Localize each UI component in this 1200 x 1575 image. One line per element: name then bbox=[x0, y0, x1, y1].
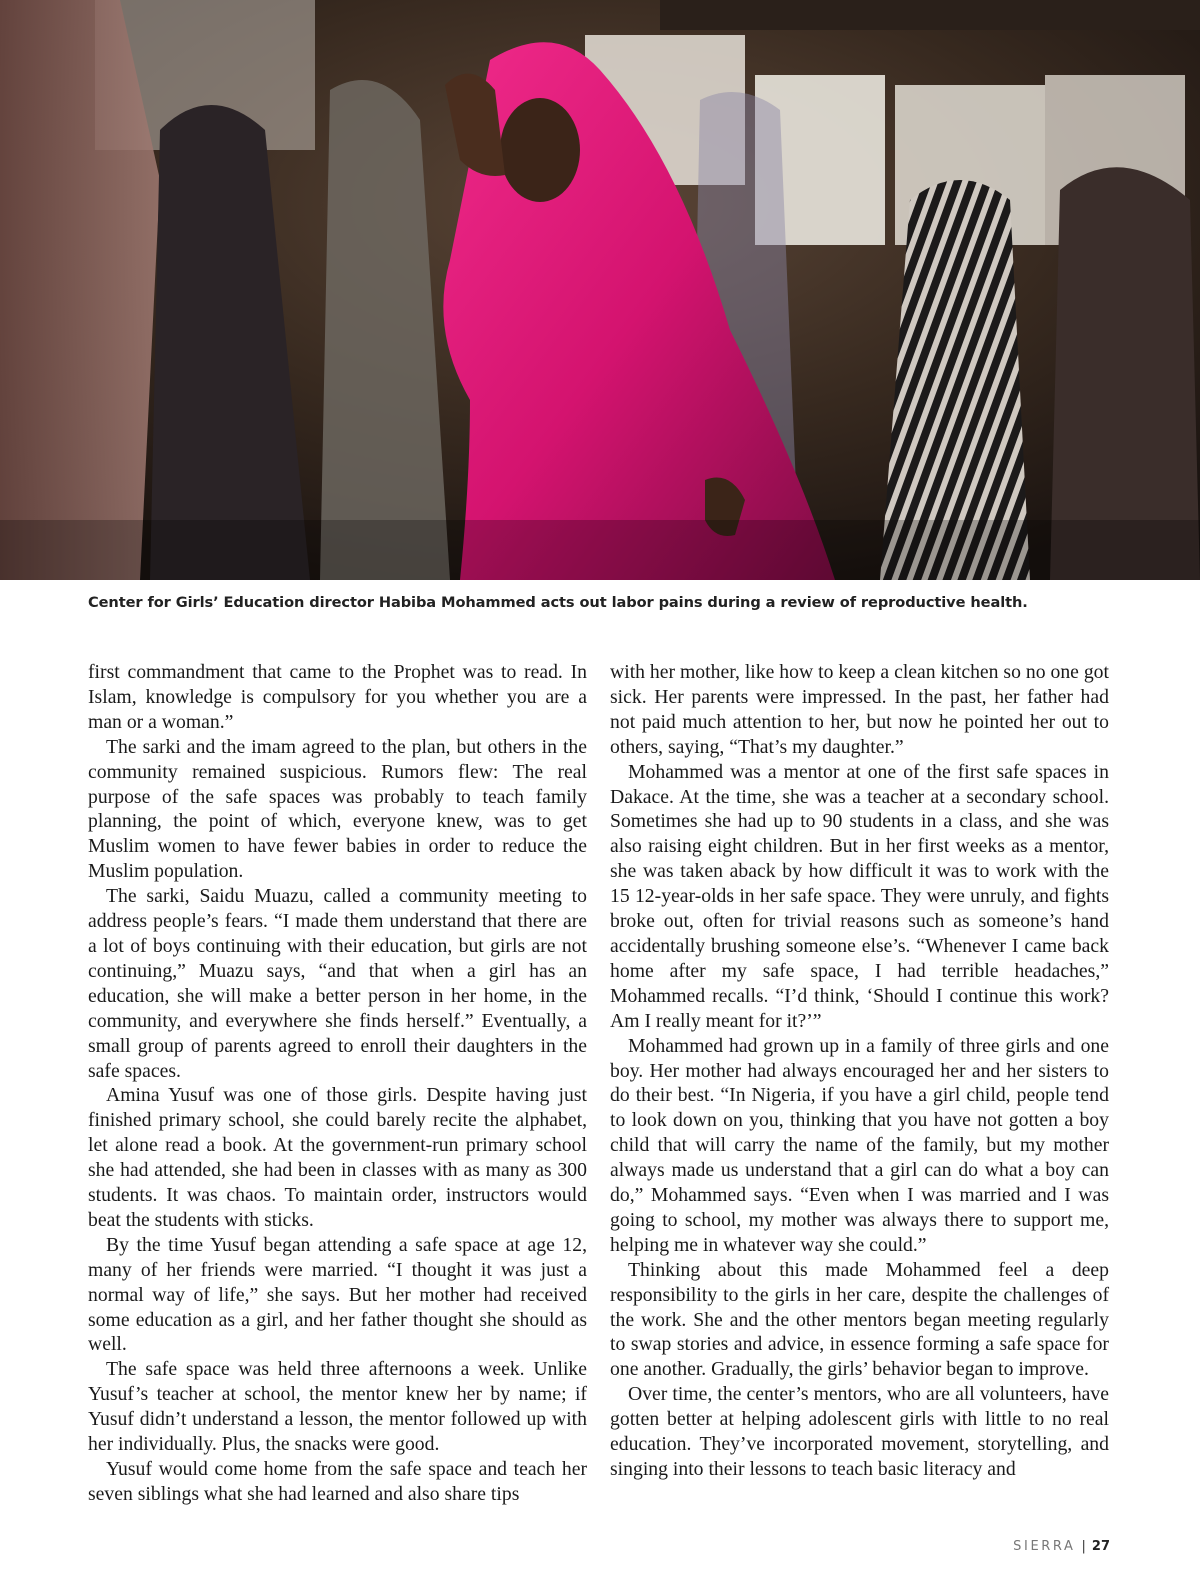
figure-left bbox=[0, 0, 160, 580]
paragraph: Mohammed had grown up in a family of three girls and one boy. Her mother had always encouraged her and her sisters to do their best. “In Nigeria, if you have a girl child, people tend to look down on you, thinking that you have not gotten a boy child that will carry the name of the family, but my mother always made us understand that a girl can do what a boy can do,” Mohammed says. “Even when I was married and I was going to school, my mother was always there to support me, helping me in whatever way she could.” bbox=[610, 1034, 1109, 1256]
wall-beam bbox=[660, 0, 1200, 30]
floor-shadow bbox=[0, 520, 1200, 580]
magazine-name: SIERRA bbox=[1013, 1539, 1076, 1554]
photo-caption: Center for Girls’ Education director Habiba Mohammed acts out labor pains during a review of reproductive health. bbox=[88, 594, 1028, 611]
paragraph: By the time Yusuf began attending a safe space at age 12, many of her friends were married. “I thought it was just a normal way of life,” she says. But her mother had received some education as a girl, and her father thought she should as well. bbox=[88, 1233, 587, 1356]
paragraph: first commandment that came to the Prophet was to read. In Islam, knowledge is compulsory for you whether you are a man or a woman.” bbox=[88, 661, 587, 733]
article-column-left bbox=[88, 660, 587, 1507]
paragraph: Over time, the center’s mentors, who are all volunteers, have gotten better at helping adolescent girls with little to no real education. They’ve incorporated movement, storytelling, and singing into their lessons to teach basic literacy and bbox=[610, 1383, 1109, 1480]
paragraph: Thinking about this made Mohammed feel a deep responsibility to the girls in her care, despite the challenges of the work. She and the other mentors began meeting regularly to swap stories and advice, in essence forming a safe space for one another. Gradually, the girls’ behavior began to improve. bbox=[610, 1258, 1109, 1381]
paragraph: Mohammed was a mentor at one of the first safe spaces in Dakace. At the time, she was a teacher at a secondary school. Sometimes she had up to 90 students in a class, and she was also raising eight children. But in her first weeks as a mentor, she was taken aback by how difficult it was to work with the 15 12-year-olds in her safe space. They were unruly, and fights broke out, often for trivial reasons such as someone’s hand accidentally brushing someone else’s. “Whenever I came back home after my safe space, I had terrible headaches,” Mohammed recalls. “I’d think, ‘Should I continue this work? Am I really meant for it?’” bbox=[610, 760, 1109, 1032]
article-photo bbox=[0, 0, 1200, 580]
photo-illustration bbox=[0, 0, 1200, 580]
paragraph: with her mother, like how to keep a clean kitchen so no one got sick. Her parents were impressed. In the past, her father had not paid much attention to her, but now he pointed her out to others, saying, “That’s my daughter.” bbox=[610, 661, 1109, 758]
paragraph: The safe space was held three afternoons a week. Unlike Yusuf’s teacher at school, the mentor knew her by name; if Yusuf didn’t understand a lesson, the mentor followed up with her individually. Plus, the snacks were good. bbox=[88, 1358, 587, 1456]
paragraph: The sarki, Saidu Muazu, called a community meeting to address people’s fears. “I made them understand that there are a lot of boys continuing with their education, but girls are not continuing,” Muazu says, “and that when a girl has an education, she will make a better person in her home, in the community, and everywhere she finds herself.” Eventually, a small group of parents agreed to enroll their daughters in the safe spaces. bbox=[88, 885, 587, 1082]
paragraph: Yusuf would come home from the safe space and teach her seven siblings what she had learned and also share tips bbox=[88, 1458, 587, 1505]
paragraph: Amina Yusuf was one of those girls. Despite having just finished primary school, she could barely recite the alphabet, let alone read a book. At the government-run primary school she had attended, she had been in classes with as many as 300 students. It was chaos. To maintain order, instructors would beat the students with sticks. bbox=[88, 1084, 587, 1231]
page-number: 27 bbox=[1091, 1539, 1110, 1554]
paragraph: The sarki and the imam agreed to the plan, but others in the community remained suspicious. Rumors flew: The real purpose of the safe spaces was probably to teach family planning, the point of which, everyone knew, was to get Muslim women to have fewer babies in order to reduce the Muslim population. bbox=[88, 735, 587, 883]
folio-separator: | bbox=[1081, 1539, 1086, 1554]
article-column-right bbox=[610, 660, 1109, 1482]
woman-face bbox=[500, 98, 580, 202]
figure-right bbox=[1050, 167, 1200, 580]
page-folio bbox=[1013, 1539, 1110, 1554]
